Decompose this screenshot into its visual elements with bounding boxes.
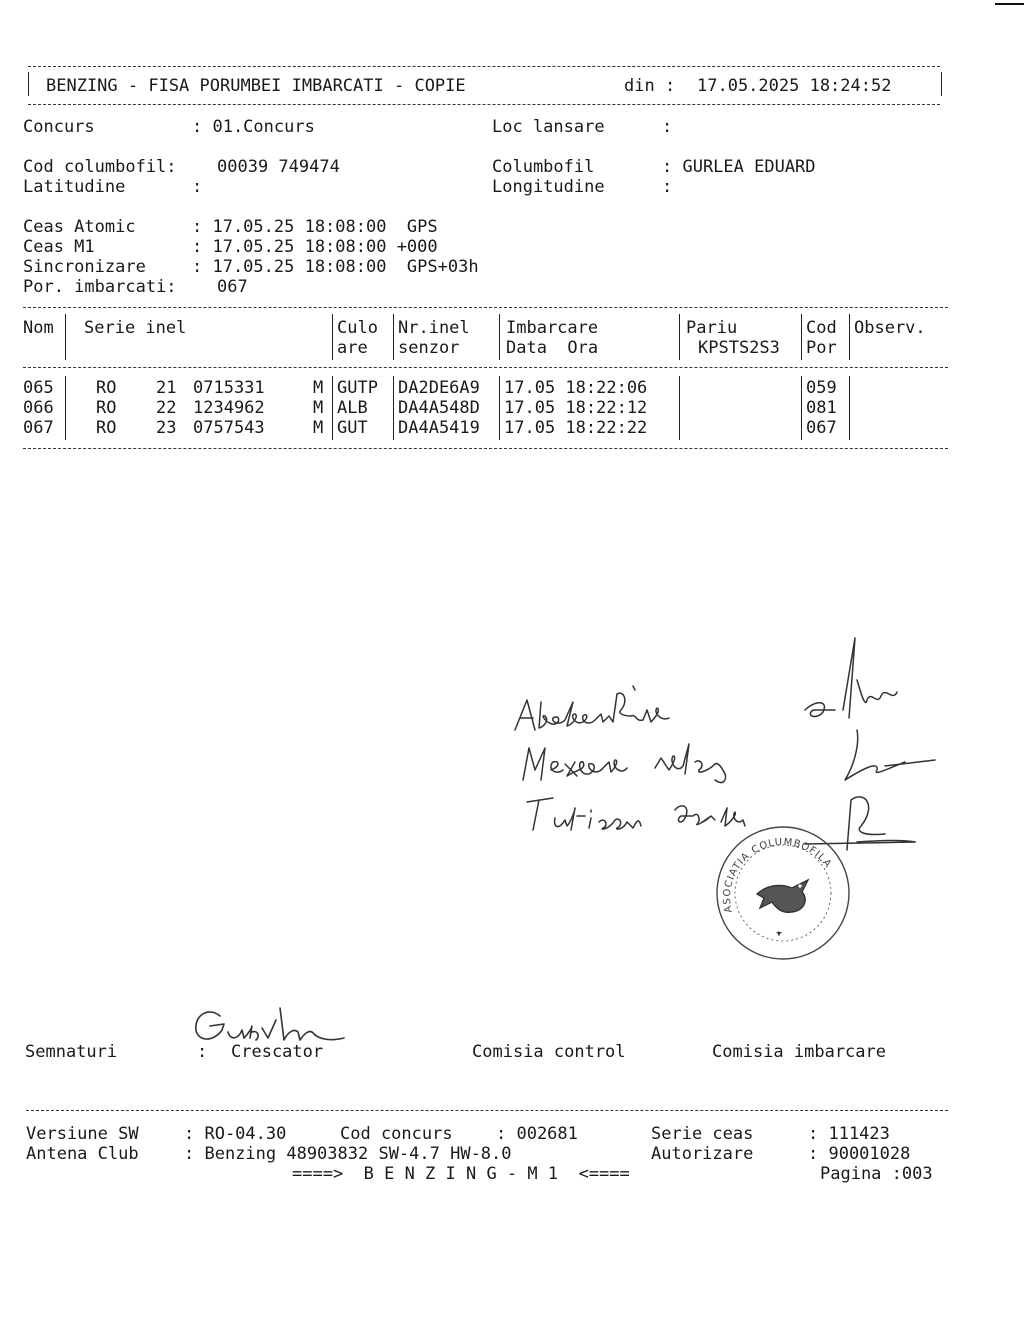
autorizare-value: : 90001028: [808, 1144, 911, 1164]
date-label: din :: [624, 76, 676, 96]
row-data-ora: 17.05 18:22:06: [504, 378, 648, 398]
columbofil-label: Columbofil: [492, 157, 595, 177]
svg-text:ASOCIATIA COLUMBOFILA: ASOCIATIA COLUMBOFILA: [721, 836, 834, 914]
col-header-imbarcare-1: Imbarcare: [506, 318, 599, 338]
latitudine-value: :: [192, 177, 203, 197]
col-header-serie: Serie inel: [84, 318, 187, 338]
cod-concurs-value: : 002681: [496, 1124, 578, 1144]
cod-columbofil-label: Cod columbofil:: [23, 157, 177, 177]
col-header-pariu-1: Pariu: [686, 318, 738, 338]
corner-mark: [995, 3, 1024, 5]
ceas-m1-value: : 17.05.25 18:08:00 +000: [192, 237, 438, 257]
row-cod: 059: [806, 378, 837, 398]
ceas-atomic-label: Ceas Atomic: [23, 217, 136, 237]
table-header-divider: [23, 367, 948, 368]
benzing-banner: ====> B E N Z I N G - M 1 <====: [292, 1164, 630, 1184]
crescator-label: Crescator: [231, 1042, 324, 1062]
document-title: BENZING - FISA PORUMBEI IMBARCATI - COPIE: [46, 76, 466, 96]
columbofil-value: : GURLEA EDUARD: [662, 157, 816, 177]
versiune-sw-value: : RO-04.30: [184, 1124, 287, 1144]
longitudine-label: Longitudine: [492, 177, 605, 197]
antena-club-label: Antena Club: [26, 1144, 139, 1164]
col-header-cod-1: Cod: [806, 318, 837, 338]
loc-lansare-value: :: [662, 117, 673, 137]
ceas-atomic-value: : 17.05.25 18:08:00 GPS: [192, 217, 438, 237]
col-sep-6: [801, 314, 802, 360]
cod-columbofil-value: 00039 749474: [217, 157, 340, 177]
row-sep-2: [332, 376, 333, 440]
col-header-culoare-1: Culo: [337, 318, 378, 338]
row-sep-4: [499, 376, 500, 440]
row-data-ora: 17.05 18:22:22: [504, 418, 648, 438]
row-an: 22: [156, 398, 177, 418]
latitudine-label: Latitudine: [23, 177, 126, 197]
row-data-ora: 17.05 18:22:12: [504, 398, 648, 418]
row-sep-6: [801, 376, 802, 440]
header-top-border: [28, 66, 940, 67]
col-sep-3: [393, 314, 394, 360]
concurs-label: Concurs: [23, 117, 95, 137]
row-cod: 067: [806, 418, 837, 438]
loc-lansare-label: Loc lansare: [492, 117, 605, 137]
col-header-imbarcare-2: Data Ora: [506, 338, 599, 358]
print-date: 17.05.2025 18:24:52: [697, 76, 892, 96]
antena-club-value: : Benzing 48903832 SW-4.7 HW-8.0: [184, 1144, 512, 1164]
col-header-observ: Observ.: [854, 318, 926, 338]
col-sep-4: [499, 314, 500, 360]
por-imbarcati-value: 067: [217, 277, 248, 297]
row-nr: 0757543: [193, 418, 265, 438]
row-sep-1: [65, 376, 66, 440]
row-senzor: DA4A548D: [398, 398, 480, 418]
row-sex: M: [313, 378, 324, 398]
row-culoare: GUTP: [337, 378, 378, 398]
row-senzor: DA2DE6A9: [398, 378, 480, 398]
table-top-border: [23, 307, 948, 308]
col-header-nom: Nom: [23, 318, 54, 338]
row-an: 21: [156, 378, 177, 398]
row-sep-7: [849, 376, 850, 440]
col-header-pariu-2: KPSTS2S3: [698, 338, 780, 358]
sincronizare-label: Sincronizare: [23, 257, 146, 277]
row-nom: 065: [23, 378, 54, 398]
serie-ceas-label: Serie ceas: [651, 1124, 754, 1144]
sincronizare-value: : 17.05.25 18:08:00 GPS+03h: [192, 257, 479, 277]
row-culoare: GUT: [337, 418, 368, 438]
row-sex: M: [313, 398, 324, 418]
comisia-control-label: Comisia control: [472, 1042, 626, 1062]
ceas-m1-label: Ceas M1: [23, 237, 95, 257]
longitudine-value: :: [662, 177, 673, 197]
col-header-nrinel-1: Nr.inel: [398, 318, 470, 338]
association-stamp: [712, 822, 854, 964]
row-culoare: ALB: [337, 398, 368, 418]
col-header-nrinel-2: senzor: [398, 338, 460, 358]
cod-concurs-label: Cod concurs: [340, 1124, 453, 1144]
col-sep-2: [332, 314, 333, 360]
autorizare-label: Autorizare: [651, 1144, 754, 1164]
table-bottom-border: [23, 448, 948, 449]
row-tara: RO: [96, 418, 117, 438]
page-number: Pagina :003: [820, 1164, 933, 1184]
serie-ceas-value: : 111423: [808, 1124, 890, 1144]
header-left-border: [28, 72, 29, 96]
col-header-culoare-2: are: [337, 338, 368, 358]
row-sex: M: [313, 418, 324, 438]
versiune-sw-label: Versiune SW: [26, 1124, 139, 1144]
row-sep-5: [679, 376, 680, 440]
col-sep-7: [849, 314, 850, 360]
semnaturi-label: Semnaturi: [25, 1042, 118, 1062]
comisia-imbarcare-label: Comisia imbarcare: [712, 1042, 886, 1062]
semnaturi-colon: :: [197, 1042, 208, 1062]
row-senzor: DA4A5419: [398, 418, 480, 438]
header-right-border: [941, 72, 942, 96]
row-tara: RO: [96, 378, 117, 398]
footer-divider: [26, 1110, 948, 1111]
header-bottom-border: [28, 104, 940, 105]
row-nr: 0715331: [193, 378, 265, 398]
row-nr: 1234962: [193, 398, 265, 418]
row-cod: 081: [806, 398, 837, 418]
row-nom: 066: [23, 398, 54, 418]
por-imbarcati-label: Por. imbarcati:: [23, 277, 177, 297]
row-tara: RO: [96, 398, 117, 418]
col-sep-5: [679, 314, 680, 360]
row-an: 23: [156, 418, 177, 438]
col-sep-1: [65, 314, 66, 360]
col-header-cod-2: Por: [806, 338, 837, 358]
row-sep-3: [393, 376, 394, 440]
concurs-value: : 01.Concurs: [192, 117, 315, 137]
row-nom: 067: [23, 418, 54, 438]
